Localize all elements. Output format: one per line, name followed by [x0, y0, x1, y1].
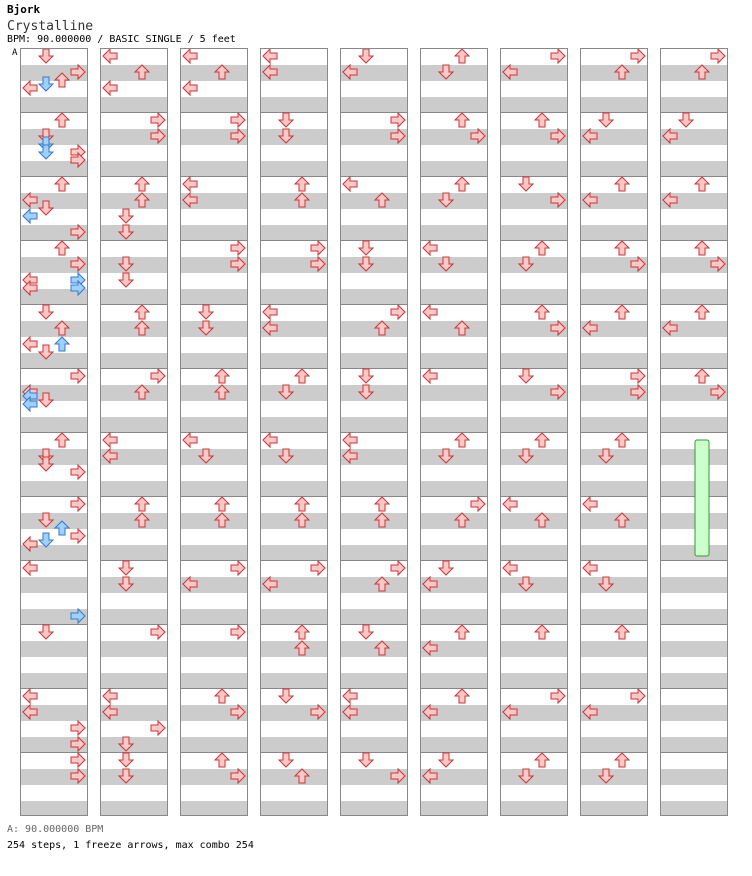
down-arrow-icon	[359, 241, 373, 255]
right-arrow-icon	[551, 385, 565, 399]
chart-column-5	[340, 48, 408, 816]
up-arrow-icon	[375, 513, 389, 527]
down-arrow-icon	[359, 385, 373, 399]
left-arrow-icon	[423, 241, 437, 255]
up-arrow-icon	[615, 305, 629, 319]
right-arrow-icon	[71, 465, 85, 479]
right-arrow-icon	[551, 49, 565, 63]
left-arrow-icon	[583, 129, 597, 143]
up-arrow-icon	[455, 321, 469, 335]
down-arrow-icon	[39, 533, 53, 547]
down-arrow-icon	[359, 753, 373, 767]
down-arrow-icon	[679, 113, 693, 127]
down-arrow-icon	[519, 257, 533, 271]
left-arrow-icon	[423, 769, 437, 783]
left-arrow-icon	[503, 497, 517, 511]
down-arrow-icon	[39, 513, 53, 527]
left-arrow-icon	[263, 65, 277, 79]
down-arrow-icon	[199, 449, 213, 463]
up-arrow-icon	[215, 497, 229, 511]
down-arrow-icon	[519, 449, 533, 463]
up-arrow-icon	[55, 241, 69, 255]
down-arrow-icon	[599, 113, 613, 127]
song-title: Crystalline	[7, 19, 94, 34]
down-arrow-icon	[519, 769, 533, 783]
left-arrow-icon	[23, 705, 37, 719]
up-arrow-icon	[55, 113, 69, 127]
right-arrow-icon	[71, 529, 85, 543]
left-arrow-icon	[183, 193, 197, 207]
down-arrow-icon	[279, 129, 293, 143]
up-arrow-icon	[295, 369, 309, 383]
down-arrow-icon	[599, 449, 613, 463]
down-arrow-icon	[279, 753, 293, 767]
left-arrow-icon	[103, 689, 117, 703]
up-arrow-icon	[695, 369, 709, 383]
right-arrow-icon	[151, 721, 165, 735]
up-arrow-icon	[535, 113, 549, 127]
chart-column-1	[20, 48, 88, 816]
up-arrow-icon	[135, 65, 149, 79]
down-arrow-icon	[199, 305, 213, 319]
right-arrow-icon	[471, 497, 485, 511]
chart-meta: BPM: 90.000000 / BASIC SINGLE / 5 feet	[7, 34, 236, 45]
down-arrow-icon	[359, 625, 373, 639]
down-arrow-icon	[39, 457, 53, 471]
bpm-marker: A	[12, 48, 18, 58]
right-arrow-icon	[711, 257, 725, 271]
left-arrow-icon	[23, 689, 37, 703]
up-arrow-icon	[295, 193, 309, 207]
arrow-layer	[180, 48, 248, 816]
right-arrow-icon	[631, 689, 645, 703]
left-arrow-icon	[183, 177, 197, 191]
right-arrow-icon	[151, 625, 165, 639]
down-arrow-icon	[439, 257, 453, 271]
up-arrow-icon	[295, 641, 309, 655]
right-arrow-icon	[311, 257, 325, 271]
right-arrow-icon	[391, 113, 405, 127]
up-arrow-icon	[55, 177, 69, 191]
up-arrow-icon	[295, 497, 309, 511]
up-arrow-icon	[55, 521, 69, 535]
down-arrow-icon	[599, 769, 613, 783]
up-arrow-icon	[455, 625, 469, 639]
right-arrow-icon	[231, 769, 245, 783]
left-arrow-icon	[263, 49, 277, 63]
chart-column-6	[420, 48, 488, 816]
freeze-arrow-body	[695, 440, 709, 556]
up-arrow-icon	[535, 305, 549, 319]
left-arrow-icon	[663, 129, 677, 143]
arrow-layer	[340, 48, 408, 816]
down-arrow-icon	[39, 393, 53, 407]
left-arrow-icon	[23, 81, 37, 95]
left-arrow-icon	[263, 433, 277, 447]
up-arrow-icon	[135, 177, 149, 191]
down-arrow-icon	[119, 753, 133, 767]
up-arrow-icon	[295, 177, 309, 191]
right-arrow-icon	[71, 65, 85, 79]
chart-column-9	[660, 48, 728, 816]
up-arrow-icon	[375, 193, 389, 207]
left-arrow-icon	[23, 537, 37, 551]
up-arrow-icon	[615, 65, 629, 79]
right-arrow-icon	[391, 129, 405, 143]
left-arrow-icon	[343, 433, 357, 447]
right-arrow-icon	[71, 753, 85, 767]
up-arrow-icon	[695, 177, 709, 191]
up-arrow-icon	[455, 689, 469, 703]
left-arrow-icon	[183, 577, 197, 591]
down-arrow-icon	[119, 561, 133, 575]
down-arrow-icon	[39, 49, 53, 63]
down-arrow-icon	[39, 77, 53, 91]
chart-column-8	[580, 48, 648, 816]
right-arrow-icon	[711, 49, 725, 63]
down-arrow-icon	[439, 561, 453, 575]
down-arrow-icon	[279, 449, 293, 463]
left-arrow-icon	[583, 561, 597, 575]
left-arrow-icon	[103, 49, 117, 63]
up-arrow-icon	[455, 49, 469, 63]
left-arrow-icon	[583, 193, 597, 207]
down-arrow-icon	[119, 225, 133, 239]
up-arrow-icon	[695, 305, 709, 319]
right-arrow-icon	[391, 769, 405, 783]
down-arrow-icon	[39, 305, 53, 319]
up-arrow-icon	[375, 497, 389, 511]
down-arrow-icon	[279, 689, 293, 703]
up-arrow-icon	[135, 513, 149, 527]
up-arrow-icon	[615, 177, 629, 191]
left-arrow-icon	[23, 561, 37, 575]
left-arrow-icon	[583, 497, 597, 511]
left-arrow-icon	[583, 705, 597, 719]
up-arrow-icon	[455, 513, 469, 527]
step-stats: 254 steps, 1 freeze arrows, max combo 254	[7, 840, 254, 851]
up-arrow-icon	[455, 433, 469, 447]
left-arrow-icon	[503, 561, 517, 575]
up-arrow-icon	[375, 641, 389, 655]
right-arrow-icon	[231, 129, 245, 143]
left-arrow-icon	[423, 305, 437, 319]
down-arrow-icon	[39, 345, 53, 359]
up-arrow-icon	[535, 433, 549, 447]
arrow-layer	[100, 48, 168, 816]
song-artist: Bjork	[7, 3, 41, 16]
right-arrow-icon	[551, 321, 565, 335]
left-arrow-icon	[343, 689, 357, 703]
right-arrow-icon	[311, 705, 325, 719]
left-arrow-icon	[583, 321, 597, 335]
chart-column-7	[500, 48, 568, 816]
down-arrow-icon	[359, 49, 373, 63]
arrow-layer	[260, 48, 328, 816]
right-arrow-icon	[471, 129, 485, 143]
left-arrow-icon	[423, 577, 437, 591]
down-arrow-icon	[39, 201, 53, 215]
right-arrow-icon	[551, 129, 565, 143]
down-arrow-icon	[519, 369, 533, 383]
bpm-summary: A: 90.000000 BPM	[7, 824, 104, 835]
up-arrow-icon	[535, 241, 549, 255]
down-arrow-icon	[199, 321, 213, 335]
left-arrow-icon	[423, 705, 437, 719]
left-arrow-icon	[103, 449, 117, 463]
up-arrow-icon	[215, 753, 229, 767]
up-arrow-icon	[295, 513, 309, 527]
right-arrow-icon	[71, 609, 85, 623]
left-arrow-icon	[663, 321, 677, 335]
up-arrow-icon	[135, 385, 149, 399]
left-arrow-icon	[503, 65, 517, 79]
right-arrow-icon	[631, 369, 645, 383]
down-arrow-icon	[39, 625, 53, 639]
arrow-layer	[660, 48, 728, 816]
up-arrow-icon	[375, 321, 389, 335]
left-arrow-icon	[263, 321, 277, 335]
left-arrow-icon	[23, 209, 37, 223]
left-arrow-icon	[23, 337, 37, 351]
chart-column-3	[180, 48, 248, 816]
up-arrow-icon	[535, 513, 549, 527]
right-arrow-icon	[231, 625, 245, 639]
right-arrow-icon	[231, 241, 245, 255]
right-arrow-icon	[71, 721, 85, 735]
down-arrow-icon	[119, 257, 133, 271]
right-arrow-icon	[71, 369, 85, 383]
down-arrow-icon	[279, 385, 293, 399]
up-arrow-icon	[295, 769, 309, 783]
left-arrow-icon	[23, 193, 37, 207]
down-arrow-icon	[39, 145, 53, 159]
up-arrow-icon	[615, 753, 629, 767]
up-arrow-icon	[135, 321, 149, 335]
left-arrow-icon	[263, 305, 277, 319]
left-arrow-icon	[423, 641, 437, 655]
right-arrow-icon	[231, 113, 245, 127]
up-arrow-icon	[615, 241, 629, 255]
right-arrow-icon	[151, 113, 165, 127]
right-arrow-icon	[311, 241, 325, 255]
right-arrow-icon	[151, 369, 165, 383]
up-arrow-icon	[55, 321, 69, 335]
down-arrow-icon	[359, 257, 373, 271]
left-arrow-icon	[343, 65, 357, 79]
up-arrow-icon	[215, 689, 229, 703]
down-arrow-icon	[119, 577, 133, 591]
down-arrow-icon	[439, 753, 453, 767]
right-arrow-icon	[231, 561, 245, 575]
down-arrow-icon	[119, 737, 133, 751]
right-arrow-icon	[551, 193, 565, 207]
chart-column-4	[260, 48, 328, 816]
arrow-layer	[20, 48, 88, 816]
up-arrow-icon	[215, 385, 229, 399]
up-arrow-icon	[615, 625, 629, 639]
left-arrow-icon	[263, 577, 277, 591]
left-arrow-icon	[183, 433, 197, 447]
up-arrow-icon	[135, 497, 149, 511]
up-arrow-icon	[615, 433, 629, 447]
down-arrow-icon	[599, 577, 613, 591]
up-arrow-icon	[695, 65, 709, 79]
right-arrow-icon	[391, 305, 405, 319]
up-arrow-icon	[535, 625, 549, 639]
arrow-layer	[580, 48, 648, 816]
up-arrow-icon	[55, 433, 69, 447]
right-arrow-icon	[711, 385, 725, 399]
left-arrow-icon	[103, 705, 117, 719]
right-arrow-icon	[71, 737, 85, 751]
right-arrow-icon	[71, 225, 85, 239]
down-arrow-icon	[439, 193, 453, 207]
left-arrow-icon	[423, 369, 437, 383]
right-arrow-icon	[551, 689, 565, 703]
left-arrow-icon	[103, 81, 117, 95]
up-arrow-icon	[455, 113, 469, 127]
down-arrow-icon	[519, 177, 533, 191]
left-arrow-icon	[183, 49, 197, 63]
up-arrow-icon	[55, 337, 69, 351]
down-arrow-icon	[279, 113, 293, 127]
up-arrow-icon	[295, 625, 309, 639]
down-arrow-icon	[119, 769, 133, 783]
left-arrow-icon	[343, 705, 357, 719]
up-arrow-icon	[455, 177, 469, 191]
up-arrow-icon	[135, 193, 149, 207]
left-arrow-icon	[343, 449, 357, 463]
chart-column-2	[100, 48, 168, 816]
right-arrow-icon	[71, 769, 85, 783]
right-arrow-icon	[71, 257, 85, 271]
arrow-layer	[420, 48, 488, 816]
right-arrow-icon	[151, 129, 165, 143]
arrow-layer	[500, 48, 568, 816]
left-arrow-icon	[663, 193, 677, 207]
right-arrow-icon	[71, 497, 85, 511]
down-arrow-icon	[359, 369, 373, 383]
down-arrow-icon	[119, 273, 133, 287]
left-arrow-icon	[343, 177, 357, 191]
right-arrow-icon	[231, 257, 245, 271]
down-arrow-icon	[519, 577, 533, 591]
up-arrow-icon	[135, 305, 149, 319]
down-arrow-icon	[439, 65, 453, 79]
right-arrow-icon	[231, 705, 245, 719]
right-arrow-icon	[311, 561, 325, 575]
down-arrow-icon	[119, 209, 133, 223]
up-arrow-icon	[215, 513, 229, 527]
right-arrow-icon	[631, 49, 645, 63]
up-arrow-icon	[695, 241, 709, 255]
up-arrow-icon	[615, 513, 629, 527]
up-arrow-icon	[215, 65, 229, 79]
down-arrow-icon	[439, 449, 453, 463]
left-arrow-icon	[103, 433, 117, 447]
up-arrow-icon	[535, 753, 549, 767]
right-arrow-icon	[631, 385, 645, 399]
right-arrow-icon	[631, 257, 645, 271]
left-arrow-icon	[503, 705, 517, 719]
up-arrow-icon	[375, 577, 389, 591]
up-arrow-icon	[215, 369, 229, 383]
right-arrow-icon	[391, 561, 405, 575]
up-arrow-icon	[55, 73, 69, 87]
left-arrow-icon	[183, 81, 197, 95]
